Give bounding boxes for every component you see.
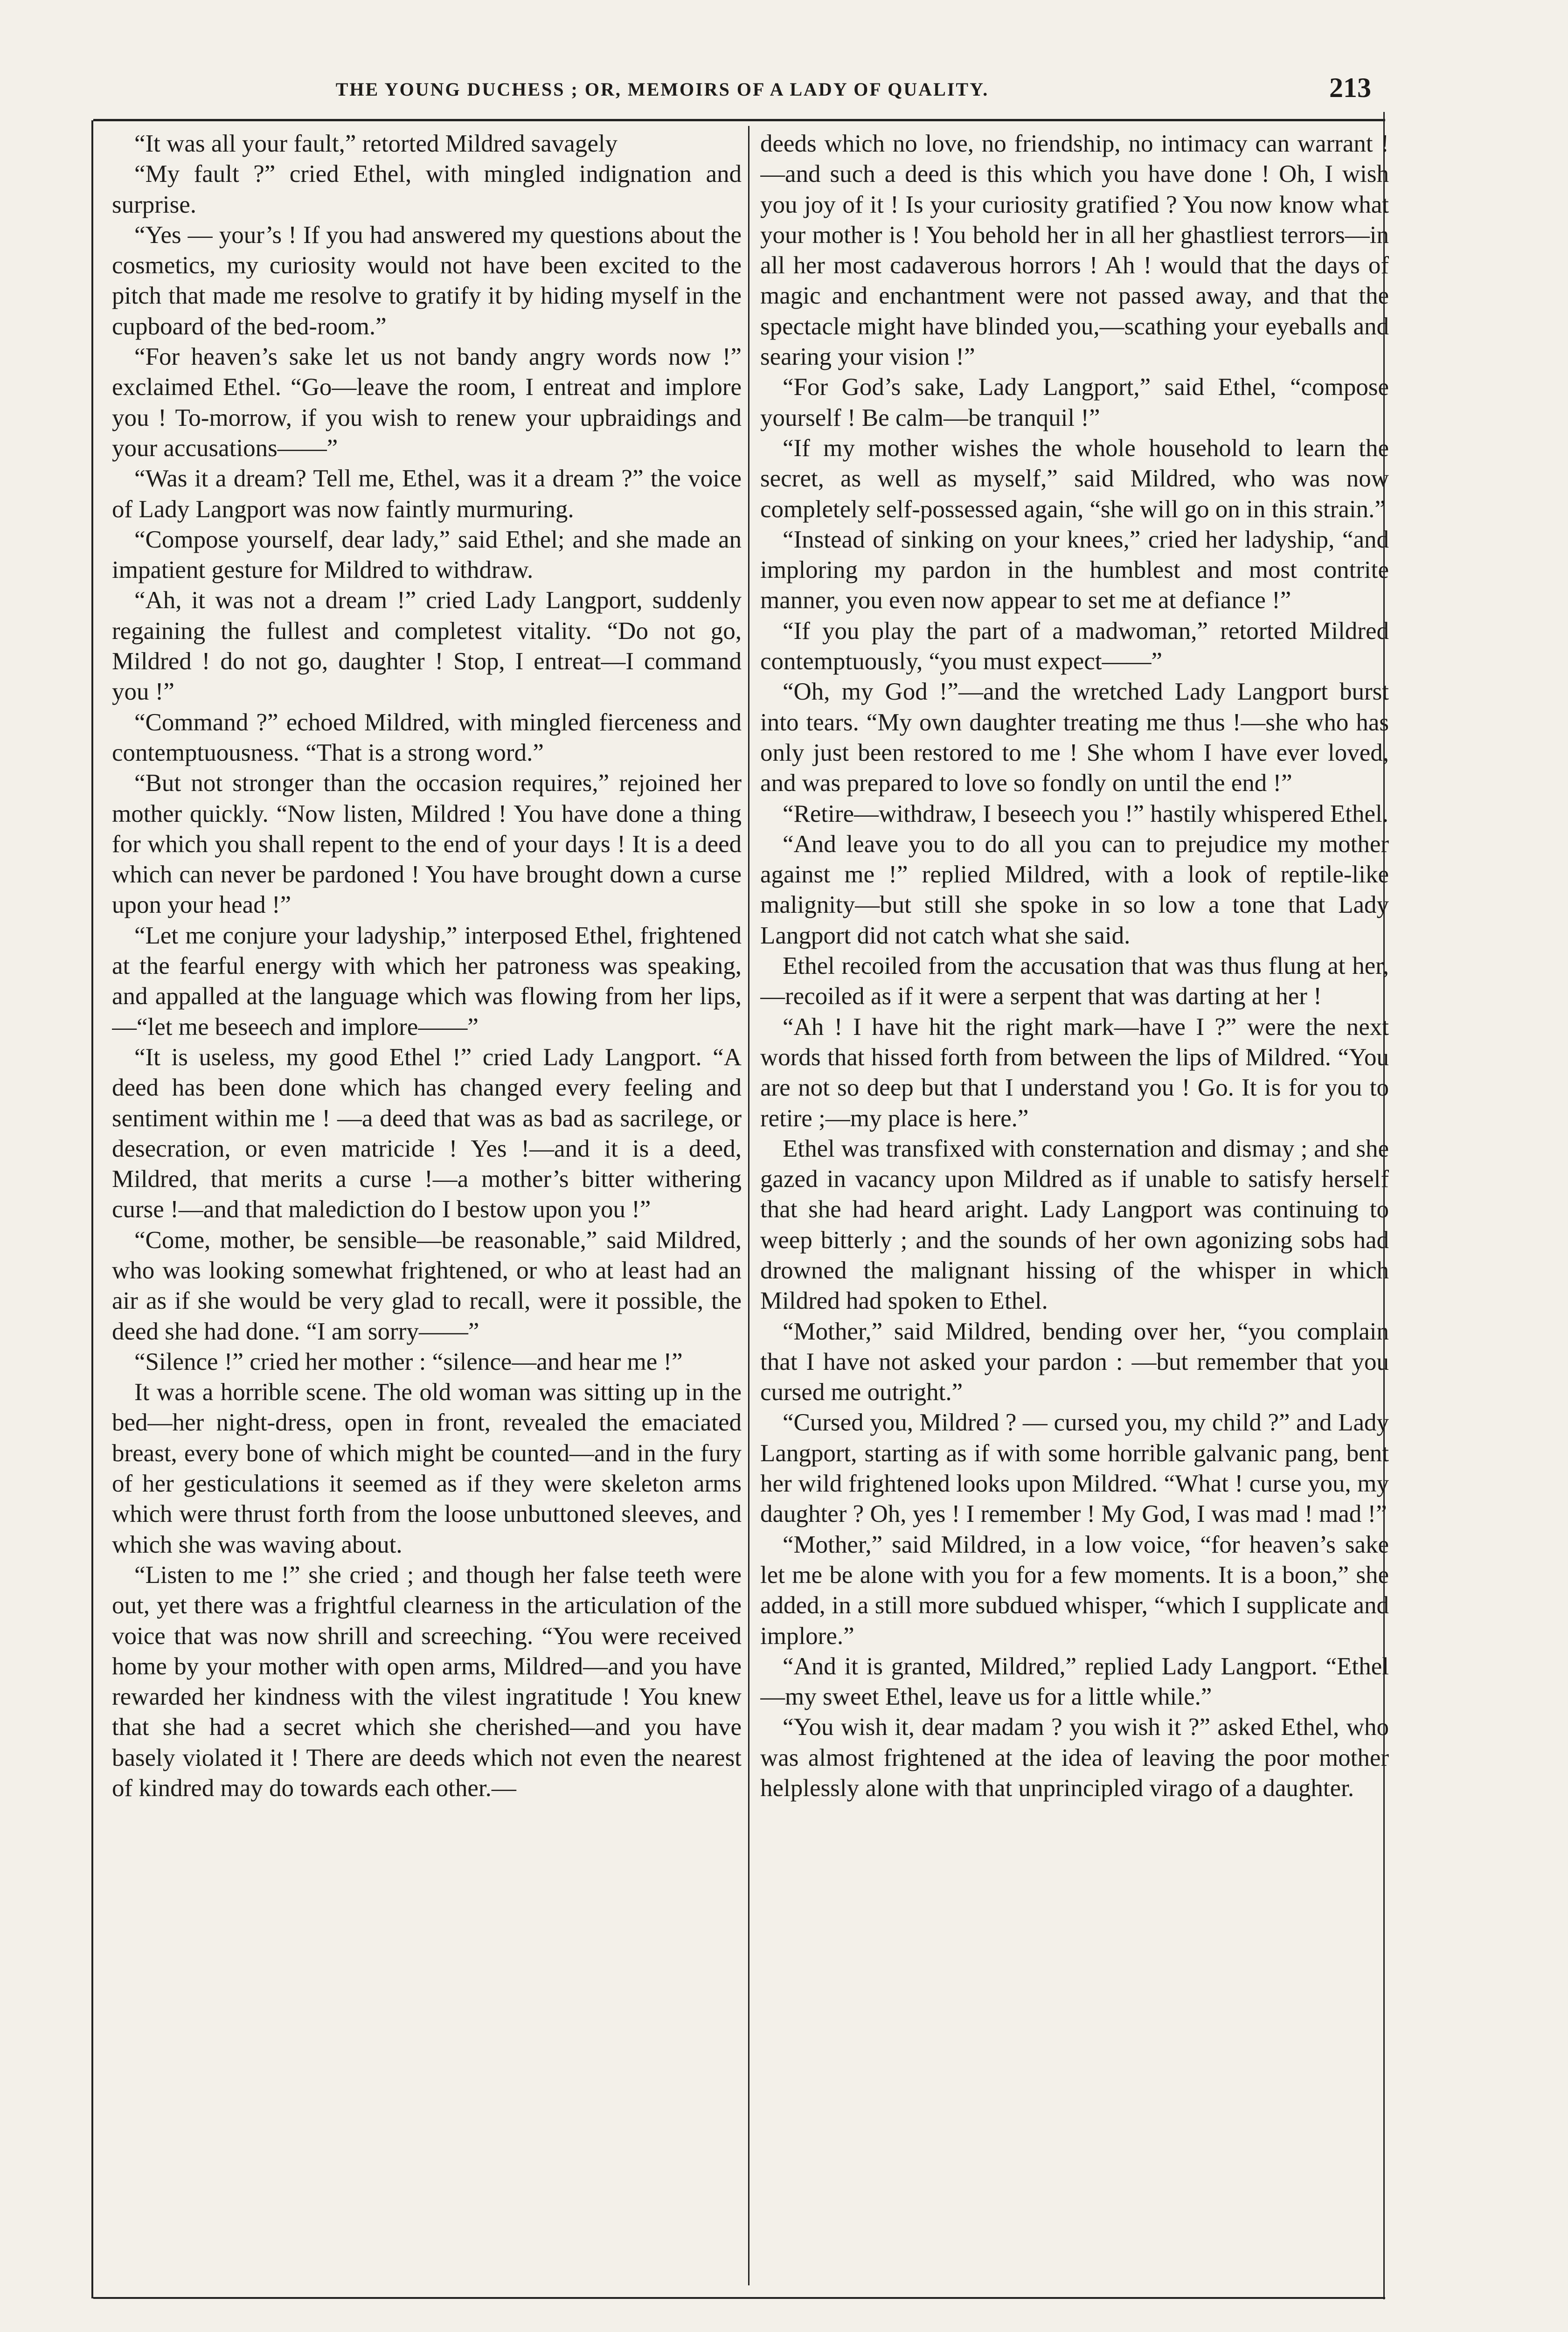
left-border: [91, 120, 93, 2298]
paragraph: “Retire—withdraw, I beseech you !” hastily whispered Ethel.: [783, 800, 1389, 827]
running-title: THE YOUNG DUCHESS ; OR, MEMOIRS OF A LADY OF QUALITY.: [335, 79, 989, 100]
paragraph: It was a horrible scene. The old woman was sitting up in the bed—her night-dress, open in front, revealed the emaciated breast, every bone of which might be counted—and in the fury of her gesticulations it seemed as if they were skeleton arms which were thrust forth from the loose unbuttoned sleeves, and which she was waving about.: [112, 1379, 742, 1558]
header-rule: [93, 119, 1385, 121]
paragraph: “If you play the part of a madwoman,” retorted Mildred contemptuously, “you must expect——”: [760, 617, 1389, 675]
paragraph: “Compose yourself, dear lady,” said Ethel; and she made an impatient gesture for Mildred to withdraw.: [112, 526, 742, 584]
paragraph: “You wish it, dear madam ? you wish it ?” asked Ethel, who was almost frightened at the idea of leaving the poor mother helplessly alone with that unprincipled virago of a daughter.: [760, 1714, 1389, 1802]
paragraph: “But not stronger than the occasion requires,” rejoined her mother quickly. “Now listen, Mildred ! You have done a thing for which you shall repent to the end of your days ! It is a deed which can never be pardoned ! You have brought down a curse upon your head !”: [112, 770, 742, 919]
paragraph: “If my mother wishes the whole household to learn the secret, as well as myself,” said Mildred, who was now completely self-possessed again, “she will go on in this strain.”: [760, 434, 1389, 523]
paragraph: “Let me conjure your ladyship,” interposed Ethel, frightened at the fearful energy with which her patroness was speaking, and appalled at the language which was flowing from her lips,—“let me beseech and implore——”: [112, 922, 742, 1041]
page-number: 213: [1329, 72, 1371, 103]
paragraph: “For God’s sake, Lady Langport,” said Ethel, “compose yourself ! Be calm—be tranquil !”: [760, 374, 1389, 431]
paragraph: “It is useless, my good Ethel !” cried Lady Langport. “A deed has been done which has changed every feeling and sentiment within me ! —a deed that was as bad as sacrilege, or desecration, or even matricide ! Yes !—and it is a deed, Mildred, that merits a curse !—a mother’s bitter withering curse !—and that malediction do I bestow upon you !”: [112, 1043, 742, 1223]
paragraph: “For heaven’s sake let us not bandy angry words now !” exclaimed Ethel. “Go—leave the room, I entreat and implore you ! To-morrow, if you wish to renew your upbraidings and your accusations——”: [112, 343, 742, 462]
paragraph: “Come, mother, be sensible—be reasonable,” said Mildred, who was looking somewhat frightened, or who at least had an air as if she would be very glad to recall, were it possible, the deed she had done. “I am sorry——”: [112, 1226, 742, 1345]
right-column: [760, 129, 1389, 2279]
paragraph: “Ah, it was not a dream !” cried Lady Langport, suddenly regaining the fullest and completest vitality. “Do not go, Mildred ! do not go, daughter ! Stop, I entreat—I command you !”: [112, 587, 742, 706]
paragraph: “Oh, my God !”—and the wretched Lady Langport burst into tears. “My own daughter treating me thus !—she who has only just been restored to me ! She whom I have ever loved, and was prepared to love so fondly on until the end !”: [760, 678, 1389, 797]
paragraph: Ethel recoiled from the accusation that was thus flung at her,—recoiled as if it were a serpent that was darting at her !: [760, 952, 1389, 1010]
paragraph: “Cursed you, Mildred ? — cursed you, my child ?” and Lady Langport, starting as if with some horrible galvanic pang, bent her wild frightened looks upon Mildred. “What ! curse you, my daughter ? Oh, yes ! I remember ! My God, I was mad ! mad !”: [760, 1409, 1389, 1528]
paragraph: “Was it a dream? Tell me, Ethel, was it a dream ?” the voice of Lady Langport was now faintly murmuring.: [112, 465, 742, 523]
page-header: [93, 69, 1385, 116]
paragraph: “Command ?” echoed Mildred, with mingled fierceness and contemptuousness. “That is a strong word.”: [112, 708, 742, 766]
left-column: [112, 129, 742, 2279]
paragraph: “And leave you to do all you can to prejudice my mother against me !” replied Mildred, with a look of reptile-like malignity—but still she spoke in so low a tone that Lady Langport did not catch what she said.: [760, 830, 1389, 949]
paragraph: “Mother,” said Mildred, in a low voice, “for heaven’s sake let me be alone with you for a few moments. It is a boon,” she added, in a still more subdued whisper, “which I supplicate and implore.”: [760, 1531, 1389, 1650]
paragraph: “Instead of sinking on your knees,” cried her ladyship, “and imploring my pardon in the humblest and most contrite manner, you even now appear to set me at defiance !”: [760, 526, 1389, 614]
paragraph: “Listen to me !” she cried ; and though her false teeth were out, yet there was a frightful clearness in the articulation of the voice that was now shrill and screeching. “You were received home by your mother with open arms, Mildred—and you have rewarded her kindness with the vilest ingratitude ! You knew that she had a secret which she cherished—and you have basely violated it ! There are deeds which not even the nearest of kindred may do towards each other.—: [112, 1561, 742, 1802]
column-divider: [748, 126, 749, 2285]
paragraph: “And it is granted, Mildred,” replied Lady Langport. “Ethel—my sweet Ethel, leave us for a little while.”: [760, 1652, 1389, 1711]
paragraph: “Ah ! I have hit the right mark—have I ?” were the next words that hissed forth from between the lips of Mildred. “You are not so deep but that I understand you ! Go. It is for you to retire ;—my place is here.”: [760, 1013, 1389, 1132]
paragraph: “Silence !” cried her mother : “silence—and hear me !”: [134, 1348, 683, 1375]
paragraph: “Mother,” said Mildred, bending over her, “you complain that I have not asked your pardon : —but remember that you cursed me outright.”: [760, 1318, 1389, 1406]
footer-rule: [93, 2297, 1385, 2299]
paragraph: “My fault ?” cried Ethel, with mingled indignation and surprise.: [112, 160, 742, 218]
paragraph: “Yes — your’s ! If you had answered my questions about the cosmetics, my curiosity would not have been excited to the pitch that made me resolve to gratify it by hiding myself in the cupboard of the bed-room.”: [112, 221, 742, 340]
paragraph: Ethel was transfixed with consternation and dismay ; and she gazed in vacancy upon Mildred as if unable to satisfy herself that she had heard aright. Lady Langport was continuing to weep bitterly ; and the sounds of her own agonizing sobs had drowned the malignant hissing of the whisper in which Mildred had spoken to Ethel.: [760, 1135, 1389, 1315]
paragraph-continued: deeds which no love, no friendship, no intimacy can warrant !—and such a deed is this which you have done ! Oh, I wish you joy of it ! Is your curiosity gratified ? You now know what your mother is ! You behold her in all her ghastliest terrors—in all her most cadaverous horrors ! Ah ! would that the days of magic and enchantment were not passed away, and that the spectacle might have blinded you,—scathing your eyeballs and searing your vision !”: [760, 130, 1389, 371]
paragraph: “It was all your fault,” retorted Mildred savagely: [134, 130, 618, 157]
